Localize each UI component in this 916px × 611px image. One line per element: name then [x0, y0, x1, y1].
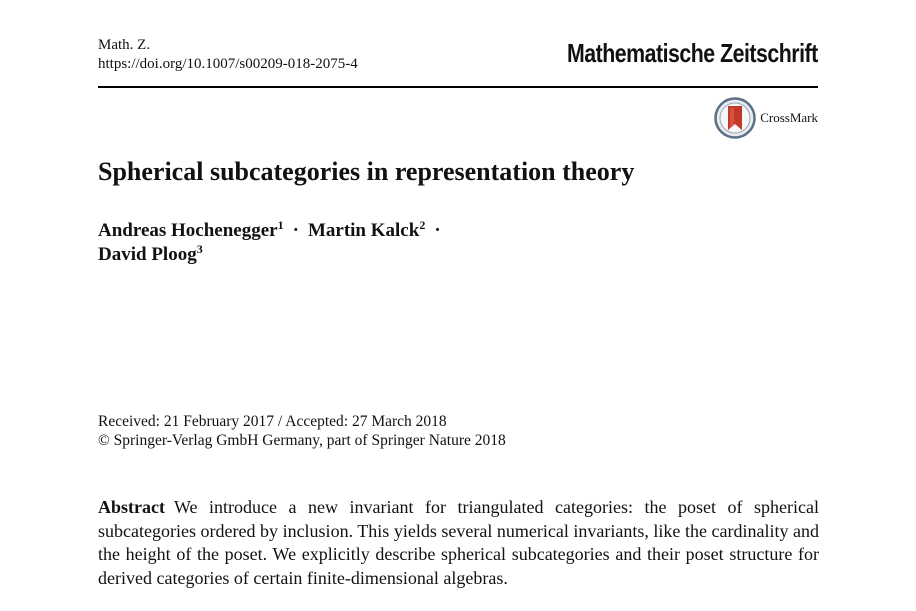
- received-accepted-dates: Received: 21 February 2017 / Accepted: 27 March 2018: [98, 413, 447, 430]
- abstract: [98, 496, 819, 590]
- paper-title: Spherical subcategories in representation theory: [98, 157, 635, 186]
- author-affiliation: 2: [419, 218, 426, 232]
- author-name: Martin Kalck: [307, 220, 420, 241]
- author-separator: ·: [434, 220, 441, 241]
- author-list: [98, 219, 450, 267]
- header-rule: [98, 86, 818, 88]
- abstract-heading: Abstract: [98, 497, 165, 517]
- crossmark-badge[interactable]: [714, 97, 818, 139]
- crossmark-label: CrossMark: [760, 110, 818, 125]
- abstract-text: We introduce a new invariant for triangulated categories: the poset of spherical subcategories ordered by inclusion. This yields several numerical invariants, like the cardinality and the height of the poset. We explicitly describe spherical subcategories and their poset structure for derived categories of certain finite-dimensional algebras.: [98, 497, 819, 588]
- author-affiliation: 3: [196, 242, 203, 256]
- author-name: Andreas Hochenegger: [98, 220, 278, 241]
- author-name: David Ploog: [98, 244, 197, 265]
- author-affiliation: 1: [277, 218, 284, 232]
- journal-abbreviation: Math. Z.: [98, 37, 151, 53]
- crossmark-icon: [714, 97, 756, 139]
- doi-link[interactable]: https://doi.org/10.1007/s00209-018-2075-4: [98, 56, 358, 72]
- publication-dates: [98, 412, 506, 450]
- article-header-info: [98, 36, 358, 74]
- author-separator: ·: [292, 220, 299, 241]
- copyright-notice: © Springer-Verlag GmbH Germany, part of Springer Nature 2018: [98, 432, 506, 449]
- journal-title: Mathematische Zeitschrift: [567, 38, 818, 68]
